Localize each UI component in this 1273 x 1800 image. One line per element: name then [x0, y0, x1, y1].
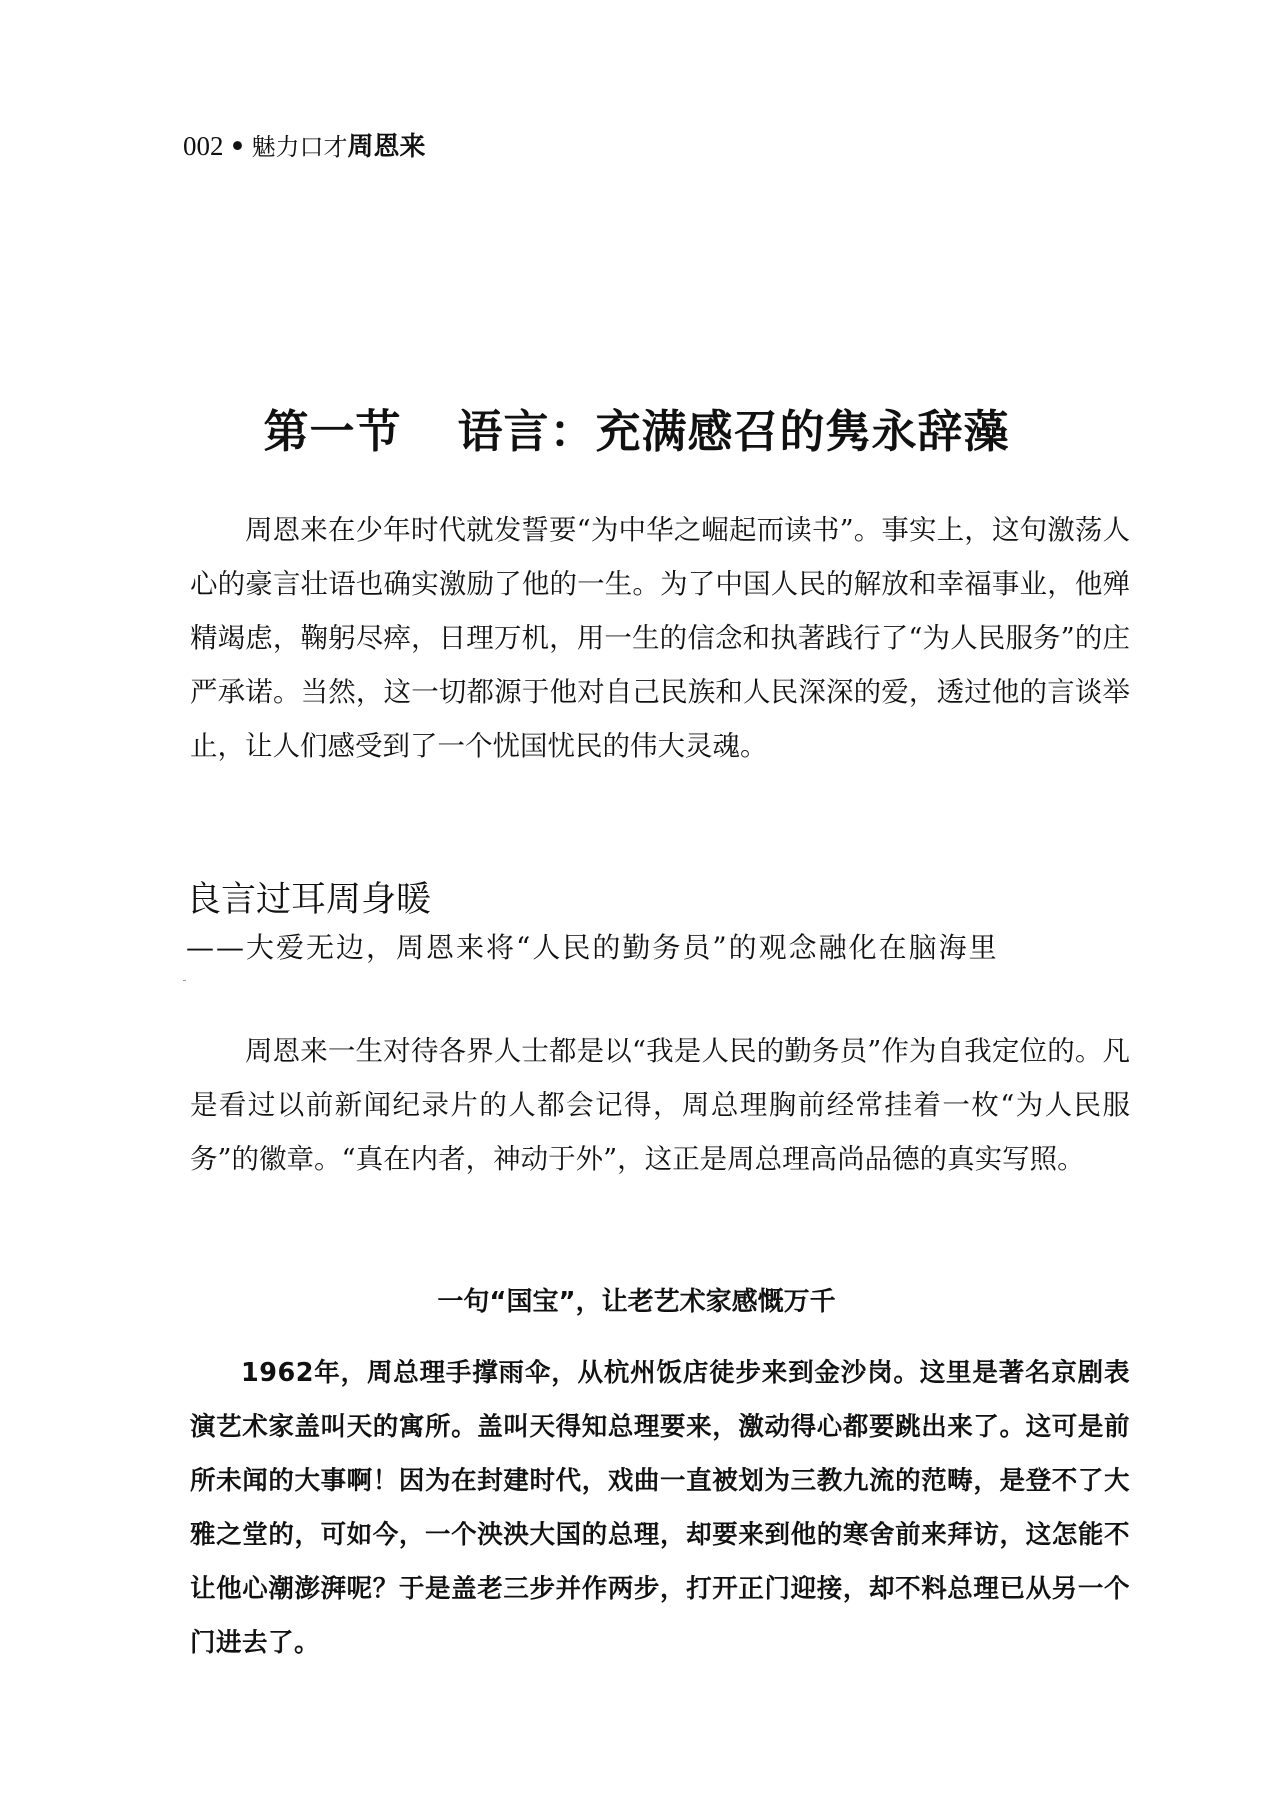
- section-heading: 语言：充满感召的隽永辞藻: [457, 405, 1010, 458]
- section-title: [0, 400, 1273, 464]
- story-paragraph: 1962年，周总理手撑雨伞，从杭州饭店徒步来到金沙岗。这里是著名京剧表演艺术家盖叫天的寓所。盖叫天得知总理要来，激动得心都要跳出来了。这可是前所未闻的大事啊！因为在封建时代，戏曲一直被划为三教九流的范畴，是登不了大雅之堂的，可如今，一个泱泱大国的总理，却要来到他的寒舍前来拜访，这怎能不让他心潮澎湃呢？于是盖老三步并作两步，打开正门迎接，却不料总理已从另一个门进去了。: [190, 1358, 1130, 1658]
- book-series-title: 魅力口才: [251, 133, 348, 161]
- margin-speck: [183, 980, 186, 981]
- book-subject-name: 周恩来: [347, 132, 426, 162]
- topic-subtitle: ——大爱无边，周恩来将“人民的勤务员”的观念融化在脑海里: [186, 931, 999, 964]
- running-header: [183, 128, 426, 165]
- page-number: 002: [183, 131, 224, 161]
- topic-title: 良言过耳周身暖: [186, 880, 432, 920]
- section-number: 第一节: [263, 405, 402, 458]
- topic-paragraph: 周恩来一生对待各界人士都是以“我是人民的勤务员”作为自我定位的。凡是看过以前新闻纪录片的人都会记得，周总理胸前经常挂着一枚“为人民服务”的徽章。“真在内者，神动于外”，这正是周总理高尚品德的真实写照。: [190, 1035, 1130, 1175]
- header-separator: •: [229, 132, 246, 161]
- intro-paragraph: 周恩来在少年时代就发誓要“为中华之崛起而读书”。事实上，这句激荡人心的豪言壮语也确实激励了他的一生。为了中国人民的解放和幸福事业，他殚精竭虑，鞠躬尽瘁，日理万机，用一生的信念和执著践行了“为人民服务”的庄严承诺。当然，这一切都源于他对自己民族和人民深深的爱，透过他的言谈举止，让人们感受到了一个忧国忧民的伟大灵魂。: [190, 514, 1130, 762]
- story-heading: 一句“国宝”，让老艺术家感慨万千: [437, 1287, 836, 1317]
